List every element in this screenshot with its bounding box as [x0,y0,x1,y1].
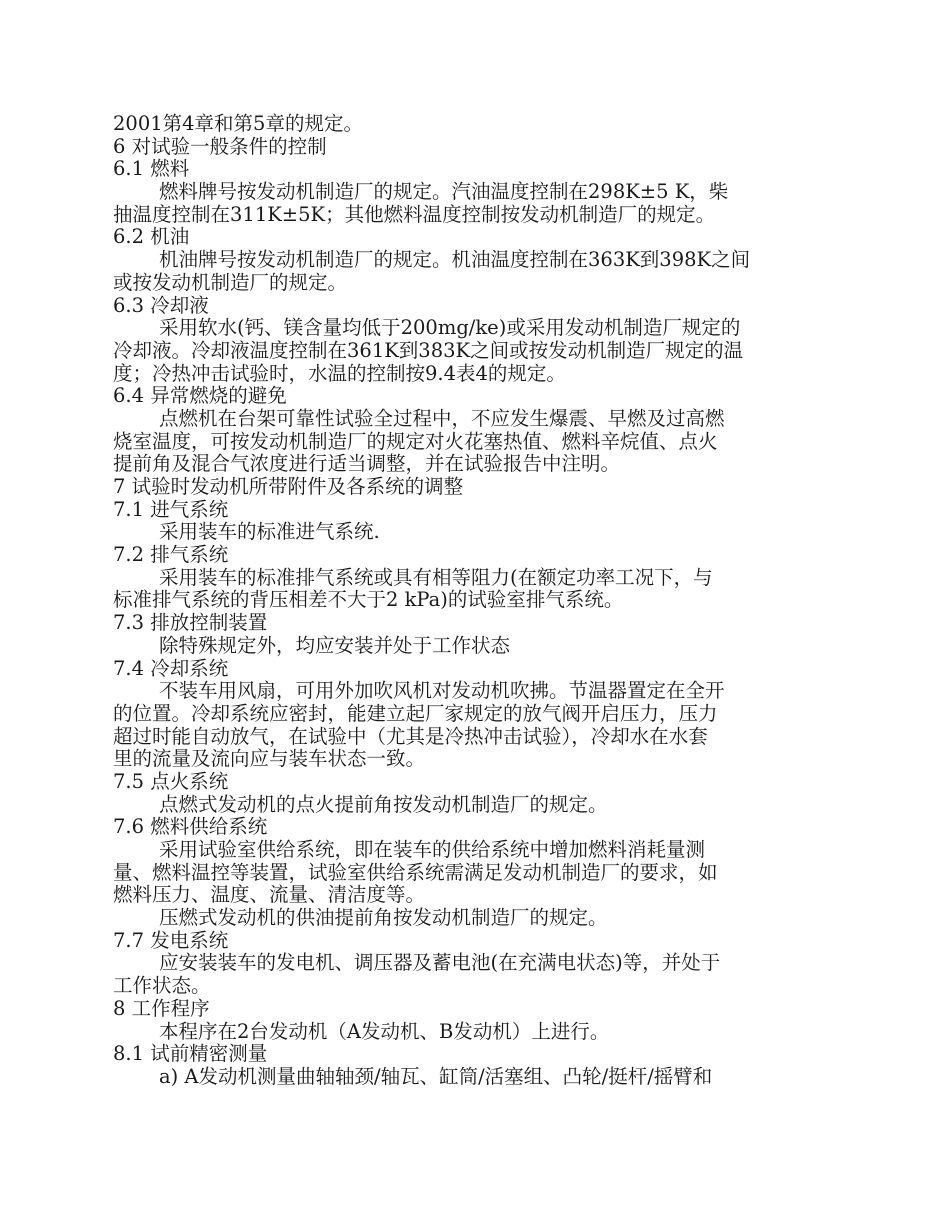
paragraph-line: 烧室温度，可按发动机制造厂的规定对火花塞热值、燃料辛烷值、点火 [113,429,718,453]
paragraph-line: 点燃机在台架可靠性试验全过程中，不应发生爆震、早燃及过高燃 [159,406,725,430]
paragraph-line: 点燃式发动机的点火提前角按发动机制造厂的规定。 [159,792,608,816]
paragraph-line: 燃料压力、温度、流量、清洁度等。 [113,883,426,907]
section-heading: 7 试验时发动机所带附件及各系统的调整 [113,475,464,498]
paragraph-line: 燃料牌号按发动机制造厂的规定。汽油温度控制在298K±5 K，柴 [159,180,729,204]
paragraph-line: 里的流量及流向应与装车状态一致。 [113,747,426,771]
paragraph-line: 采用装车的标准排气系统或具有相等阻力(在额定功率工况下，与 [159,565,713,589]
paragraph-line: 采用装车的标准进气系统. [159,520,380,544]
section-heading: 8 工作程序 [113,996,210,1020]
paragraph-line: 量、燃料温控等装置，试验室供给系统需满足发动机制造厂的要求，如 [113,860,718,884]
section-heading: 7.6 燃料供给系统 [113,815,268,839]
document-page [113,113,853,1089]
section-heading: 7.2 排气系统 [113,543,229,567]
section-heading: 6.3 冷却液 [113,293,209,317]
paragraph-line: 提前角及混合气浓度进行适当调整，并在试验报告中注明。 [113,452,621,476]
paragraph-line: 采用软水(钙、镁含量均低于200mg/ke)或采用发动机制造厂规定的 [159,316,741,340]
paragraph-line: 或按发动机制造厂的规定。 [113,270,348,294]
section-heading: 7.3 排放控制装置 [113,611,268,635]
section-heading: 6 对试验一般条件的控制 [113,134,327,158]
section-heading: 7.4 冷却系统 [113,656,229,680]
section-heading: 6.4 异常燃烧的避免 [113,384,287,408]
paragraph-line: 本程序在2台发动机（A发动机、B发动机）上进行。 [159,1019,610,1043]
paragraph-line: 抽温度控制在311K±5K；其他燃料温度控制按发动机制造厂的规定。 [113,202,716,226]
paragraph-line: 应安装装车的发电机、调压器及蓄电池(在充满电状态)等，并处于 [159,951,721,975]
section-heading: 6.1 燃料 [113,157,190,181]
paragraph-line: 除特殊规定外，均应安装并处于工作状态 [159,633,511,657]
section-heading: 7.1 进气系统 [113,497,229,521]
section-heading: 8.1 试前精密测量 [113,1042,268,1066]
paragraph-line: 采用试验室供给系统，即在装车的供给系统中增加燃料消耗量测 [159,838,706,861]
section-heading: 7.5 点火系统 [113,769,229,793]
paragraph-line: 不装车用风扇，可用外加吹风机对发动机吹拂。节温器置定在全开 [159,679,725,703]
text-line: 2001第4章和第5章的规定。 [113,112,363,135]
section-heading: 7.7 发电系统 [113,928,229,952]
section-heading: 6.2 机油 [113,225,190,249]
paragraph-line: 冷却液。冷却液温度控制在361K到383K之间或按发动机制造厂规定的温 [113,338,744,362]
paragraph-line: 压燃式发动机的供油提前角按发动机制造厂的规定。 [159,906,608,930]
paragraph-line: 度；冷热冲击试验时，水温的控制按9.4表4的规定。 [113,361,566,385]
paragraph-line: a) A发动机测量曲轴轴颈/轴瓦、缸筒/活塞组、凸轮/挺杆/摇臂和 [159,1064,713,1088]
paragraph-line: 标准排气系统的背压相差不大于2 kPa)的试验室排气系统。 [113,588,624,612]
paragraph-line: 的位置。冷却系统应密封，能建立起厂家规定的放气阀开启压力，压力 [113,701,718,725]
paragraph-line: 机油牌号按发动机制造厂的规定。机油温度控制在363K到398K之间 [159,248,751,272]
paragraph-line: 工作状态。 [113,974,211,998]
paragraph-line: 超过时能自动放气，在试验中（尤其是冷热冲击试验），冷却水在水套 [113,724,708,748]
